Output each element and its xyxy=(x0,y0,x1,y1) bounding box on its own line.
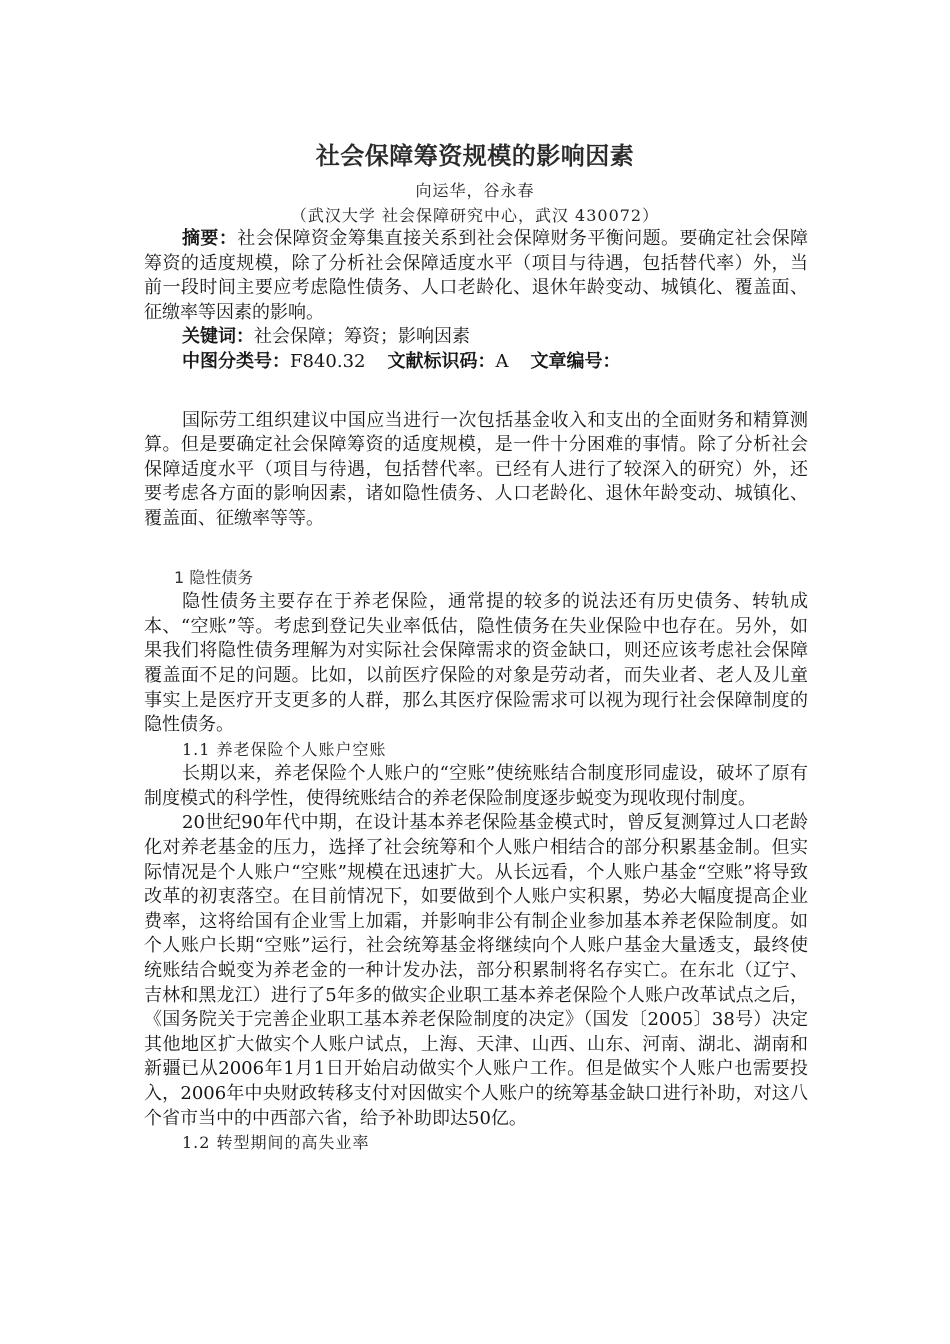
clc-label: 中图分类号： xyxy=(182,350,290,372)
subsection-heading-1-2: 1.2 转型期间的高失业率 xyxy=(182,1133,370,1153)
abstract-text: 社会保障资金筹集直接关系到社会保障财务平衡问题。要确定社会保障筹资的适度规模，除了分析社会保障适度水平（项目与待遇，包括替代率）外，当前一段时间主要应考虑隐性债务、人口老龄化、退休年龄变动、城镇化、覆盖面、征缴率等因素的影响。 xyxy=(144,228,809,323)
keywords-label: 关键词： xyxy=(182,326,254,348)
spacer xyxy=(144,556,808,566)
section-heading-1: 1 隐性债务 xyxy=(174,567,254,587)
paper-title: 社会保障筹资规模的影响因素 xyxy=(315,142,635,170)
doc-code-label: 文献标识码： xyxy=(387,350,496,372)
subsection-1-1-paragraph-1: 长期以来，养老保险个人账户的“空账”使统账结合制度形同虚设，破坏了原有制度模式的科学性，使得统账结合的养老保险制度逐步蜕变为现收现付制度。 xyxy=(144,763,808,809)
paper-body xyxy=(144,227,808,1156)
keywords xyxy=(144,325,808,350)
article-number-label: 文章编号： xyxy=(530,350,621,372)
clc-value: F840.32 xyxy=(290,350,366,372)
intro-paragraph: 国际劳工组织建议中国应当进行一次包括基金收入和支出的全面财务和精算测算。但是要确定社会保障筹资的适度规模，是一件十分困难的事情。除了分析社会保障适度水平（项目与待遇，包括替代率。已经有人进行了较深入的研究）外，还要考虑各方面的影响因素，诸如隐性债务、人口老龄化、退休年龄变动、城镇化、覆盖面、征缴率等等。 xyxy=(144,409,808,529)
spacer xyxy=(144,375,808,399)
classification-line xyxy=(144,350,808,375)
doc-code-value: A xyxy=(495,350,509,372)
abstract xyxy=(144,227,808,325)
spacer xyxy=(144,399,808,409)
paper-authors: 向运华，谷永春 xyxy=(415,181,535,200)
spacer xyxy=(144,532,808,556)
keywords-text: 社会保障；筹资；影响因素 xyxy=(254,326,470,348)
section-1-paragraph: 隐性债务主要存在于养老保险，通常提的较多的说法还有历史债务、转轨成本、“空账”等。考虑到登记失业率低估，隐性债务在失业保险中也存在。另外，如果我们将隐性债务理解为对实际社会保障需求的资金缺口，则还应该考虑社会保障覆盖面不足的问题。比如，以前医疗保险的对象是劳动者，而失业者、老人及儿童事实上是医疗开支更多的人群，那么其医疗保险需求可以视为现行社会保障制度的隐性债务。 xyxy=(144,591,808,736)
subsection-1-1-paragraph-2: 20世纪90年代中期，在设计基本养老保险基金模式时，曾反复测算过人口老龄化对养老基金的压力，选择了社会统筹和个人账户相结合的部分积累基金制。但实际情况是个人账户“空账”规模在迅速扩大。从长远看，个人账户基金“空账”将导致改革的初衷落空。在目前情况下，如要做到个人账户实积累，势必大幅度提高企业费率，这将给国有企业雪上加霜，并影响非公有制企业参加基本养老保险制度。如个人账户长期“空账”运行，社会统筹基金将继续向个人账户基金大量透支，最终使统账结合蜕变为养老金的一种计发办法，部分积累制将名存实亡。在东北（辽宁、吉林和黑龙江）进行了5年多的做实企业职工基本养老保险个人账户改革试点之后，《国务院关于完善企业职工基本养老保险制度的决定》（国发〔2005〕38号）决定其他地区扩大做实个人账户试点，上海、天津、山西、山东、河南、湖北、湖南和新疆已从2006年1月1日开始启动做实个人账户工作。但是做实个人账户也需要投入，2006年中央财政转移支付对因做实个人账户的统筹基金缺口进行补助，对这八个省市当中的中西部六省，给予补助即达50亿。 xyxy=(144,812,808,1129)
paper-affiliation: （武汉大学 社会保障研究中心，武汉 430072） xyxy=(290,206,660,225)
subsection-heading-1-1: 1.1 养老保险个人账户空账 xyxy=(182,739,387,759)
abstract-label: 摘要： xyxy=(182,228,238,249)
